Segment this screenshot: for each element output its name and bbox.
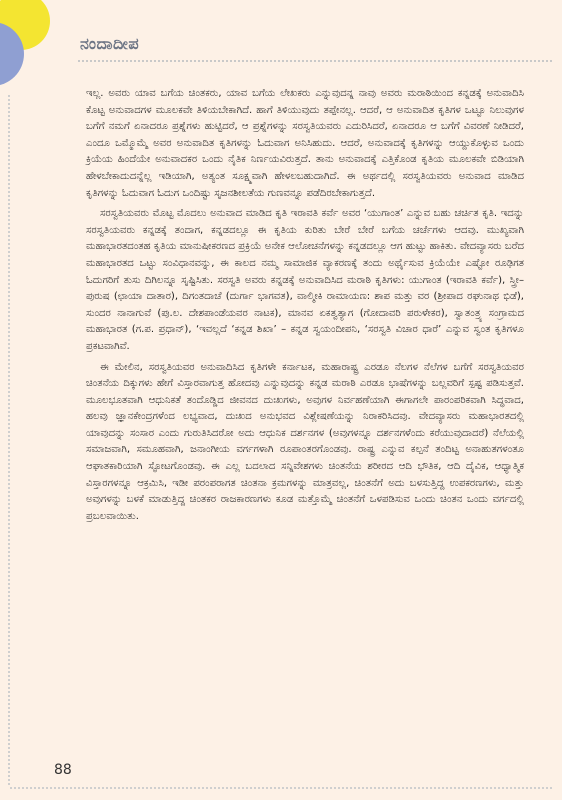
page-header-title: ನಂದಾದೀಪ (80, 34, 140, 53)
bottom-dotted-border (10, 787, 552, 789)
body-paragraph: ಇಲ್ಲ. ಅವರು ಯಾವ ಬಗೆಯ ಚಿಂತಕರು, ಯಾವ ಬಗೆಯ ಲೇಖಕರು ಎನ್ನುವುದನ್ನ ನಾವು ಅವರು ಮರಾಠಿಯಿಂದ ಕನ್ನಡಕ್ಕೆ ಅನುವಾದಿಸಿ ಕೊಟ್ಟ ಅನುವಾದಗಳ ಮೂಲಕವೇ ತಿಳಿಯಬೇಕಾಗಿದೆ. ಹಾಗೆ ತಿಳಿಯುವುದು ತಪ್ಪೇನಲ್ಲ. ಆದರೆ, ಆ ಅನುವಾದಿತ ಕೃತಿಗಳ ಒಟ್ಟೂ ನಿಲುವುಗಳ ಬಗೆಗೆ ನಮಗೆ ಏನಾದರೂ ಪ್ರಶ್ನೆಗಳು ಹುಟ್ಟಿದರೆ, ಆ ಪ್ರಶ್ನೆಗಳನ್ನು ಸರಸ್ವತಿಯವರು ಎದುರಿಸಿದರೆ, ಏನಾದರೂ ಆ ಬಗೆಗೆ ವಿವರಣೆ ನೀಡಿದರೆ, ಎಂದೂ ಒಮ್ಮೊಮ್ಮೆ ಅವರ ಅನುವಾದಿತ ಕೃತಿಗಳನ್ನು ಓದುವಾಗ ಅನಿಸಿಹುದು. ಆದರೆ, ಅನುವಾದಕ್ಕೆ ಕೃತಿಗಳನ್ನು ಆಯ್ದುಕೊಳ್ಳುವ ಒಂದು ಕ್ರಿಯೆಯ ಹಿಂದೆಯೇ ಅನುವಾದಕರ ಒಂದು ನೈತಿಕ ನಿರ್ಣಯವಿರುತ್ತದೆ. ತಾನು ಅನುವಾದಕ್ಕೆ ಎತ್ತಿಕೊಂಡ ಕೃತಿಯ ಮೂಲಕವೇ ಬಿಡಿಯಾಗಿ ಹೇಳಬೇಕಾದುದನ್ನೆಲ್ಲ ಇಡಿಯಾಗಿ, ಅತ್ಯಂತ ಸೂಕ್ಷ್ಮವಾಗಿ ಹೇಳಲಬಹುದಾಗಿದೆ. ಈ ಅರ್ಥದಲ್ಲಿ ಸರಸ್ವತಿಯವರು ಅನುವಾದ ಮಾಡಿದ ಕೃತಿಗಳನ್ನು ಓದುವಾಗ ಓದುಗ ಒಂದಿಷ್ಟು ಸೃಜನಶೀಲತೆಯ ಗುಣವನ್ನೂ ಪಡೆದಿರಬೇಕಾಗುತ್ತದೆ. (86, 88, 524, 199)
body-paragraph: ಈ ಮೇಲಿನ, ಸರಸ್ವತಿಯವರ ಅನುವಾದಿಸಿದ ಕೃತಿಗಳೇ ಕರ್ನಾಟಕ, ಮಹಾರಾಷ್ಟ್ರ ಎರಡೂ ನೆಲಗಳ ನೆಲೆಗಳ ಬಗೆಗೆ ಸರಸ್ವತಿಯವರ ಚಿಂತನೆಯ ದಿಕ್ಕುಗಳು ಹೇಗೆ ವಿಸ್ತಾರವಾಗುತ್ತ ಹೋದವು ಎನ್ನುವುದನ್ನು ಕನ್ನಡ ಮರಾಠಿ ಎರಡೂ ಭಾಷೆಗಳನ್ನು ಬಲ್ಲವರಿಗೆ ಸ್ಪಷ್ಟ ಪಡಿಸುತ್ತವೆ. ಮೂಲಭೂತವಾಗಿ ಆಧುನಿಕತೆ ತಂದೊಡ್ಡಿದ ಜೀವನದ ದುಃಖಗಳು, ಅವುಗಳ ನಿರ್ವಹಣೆಯಾಗಿ ಈಗಾಗಲೇ ಪಾರಂಪರಿಕವಾಗಿ ಸಿದ್ಧವಾದ, ಹಲವು ಜ್ಞಾನಕೇಂದ್ರಗಳೆಂದ ಲಭ್ಯವಾದ, ದುಃಖದ ಅನುಭವದ ವಿಶ್ಲೇಷಣೆಯನ್ನು ನಿರಾಕರಿಸಿದವು. ವೇದವ್ಯಾಸರು ಮಹಾಭಾರತದಲ್ಲಿ ಯಾವುದನ್ನು ಸಂಸಾರ ಎಂದು ಗುರುತಿಸಿದರೋ ಅದು ಆಧುನಿಕ ದರ್ಶನಗಳ (ಅವುಗಳನ್ನೂ ದರ್ಶನಗಳೆಂದು ಕರೆಯುವುದಾದರೆ) ನೆಲೆಯಲ್ಲಿ ಸಮಾಜವಾಗಿ, ಸಮೂಹವಾಗಿ, ಜನಾಂಗೀಯ ವರ್ಗಗಳಾಗಿ ರೂಪಾಂತರಗೊಂಡವು. ರಾಷ್ಟ್ರ ಎನ್ನುವ ಕಲ್ಪನೆ ತಂದಿಟ್ಟ ಅನಾಹುತಗಳಂತೂ ಆಘಾತಕಾರಿಯಾಗಿ ಸ್ಫೋಟಗೊಂಡವು. ಈ ಎಲ್ಲ ಬದಲಾದ ಸನ್ನಿವೇಶಗಳು ಚಿಂತನೆಯ ಶರೀರದ ಆದಿ ಭೌತಿಕ, ಆದಿ ದೈವಿಕ, ಆಧ್ಯಾತ್ಮಿಕ ವಿಸ್ತಾರಗಳನ್ನೂ ಆಕ್ರಮಿಸಿ, ಇಡೀ ಪರಂಪರಾಗತ ಚಿಂತನಾ ಕ್ರಮಗಳನ್ನು ಮಾತ್ರವಲ್ಲ, ಚಿಂತನೆಗೆ ಅದು ಬಳಸುತ್ತಿದ್ದ ಉಪಕರಣಗಳು, ಮತ್ತು ಅವುಗಳನ್ನು ಬಳಕೆ ಮಾಡುತ್ತಿದ್ದ ಚಿಂತಕರ ರಾಜಕಾರಣಗಳು ಕೂಡ ಮತ್ತೊಮ್ಮೆ ಚಿಂತನೆಗೆ ಒಳಪಡಿಸುವ ಒಂದು ಚಿಂತನ ಒಂದು ವರ್ಗದಲ್ಲಿ ಪ್ರಬಲವಾಯಿತು. (86, 361, 524, 522)
header-dotted-divider (78, 60, 552, 62)
left-dotted-border (8, 95, 10, 785)
article-body (86, 86, 524, 529)
page-number: 88 (54, 762, 72, 778)
body-paragraph: ಸರಸ್ವತಿಯವರು ಮೊಟ್ಟ ಮೊದಲು ಅನುವಾದ ಮಾಡಿದ ಕೃತಿ ಇರಾವತಿ ಕರ್ವೆ ಅವರ ‘ಯುಗಾಂತ’ ಎನ್ನುವ ಬಹು ಚರ್ಚಿತ ಕೃತಿ. ಇದನ್ನು ಸರಸ್ವತಿಯವರು ಕನ್ನಡಕ್ಕೆ ತಂದಾಗ, ಕನ್ನಡದಲ್ಲೂ ಈ ಕೃತಿಯ ಕುರಿತು ಬೇರೆ ಬೇರೆ ಬಗೆಯ ಚರ್ಚೆಗಳು ಆದವು. ಮುಖ್ಯವಾಗಿ ಮಹಾಭಾರತದಂತಹ ಕೃತಿಯ ಮಾನುಷೀಕರಣದ ಪ್ರಕ್ರಿಯೆ ಅನೇಕ ಆಲೋಚನೆಗಳನ್ನು ಕನ್ನಡದಲ್ಲೂ ಆಗ ಹುಟ್ಟು ಹಾಕಿತು. ವೇದವ್ಯಾಸರು ಬರೆದ ಮಹಾಭಾರತದ ಒಟ್ಟು ಸಂವಿಧಾನವನ್ನು, ಈ ಕಾಲದ ನಮ್ಮ ಸಾಮಾಜಿಕ ವ್ಯಾಕರಣಕ್ಕೆ ತಂದು ಅರ್ಥೈಸುವ ಕ್ರಿಯೆಯೇ ಎಷ್ಟೋ ರೂಢಿಗತ ಓದುಗರಿಗೆ ತುಸು ದಿಗಿಲನ್ನೂ ಸೃಷ್ಟಿಸಿತು. ಸರಸ್ವತಿ ಅವರು ಕನ್ನಡಕ್ಕೆ ಅನುವಾದಿಸಿದ ಮರಾಠಿ ಕೃತಿಗಳು: ಯುಗಾಂತ (ಇರಾವತಿ ಕರ್ವೆ), ಸ್ತ್ರೀ–ಪುರುಷ (ಛಾಯಾ ದಾತಾರ), ದಿಗಂತದಾಚೆ (ದುರ್ಗಾ ಭಾಗವತ), ವಾಲ್ಮೀಕಿ ರಾಮಾಯಣ: ಶಾಪ ಮತ್ತು ವರ (ಶ್ರೀಪಾದ ರಘುನಾಥ ಭಿಡೆ), ಸುಂದರ ನಾನಾಗುವೆ (ಪು.ಲ. ದೇಶಪಾಂಡೆಯವರ ನಾಟಕ), ಮಾನವ ಏಕತ್ವತ್ಯಾಗ (ಗೋದಾವರಿ ಪರುಳೇಕರ), ಸ್ವಾತಂತ್ರ್ಯ ಸಂಗ್ರಾಮದ ಮಹಾಭಾರತ (ಗ.ಪ. ಪ್ರಧಾನ್), ‘ಇವಲ್ಲದೆ ‘ಕನ್ನಡ ಶಿಖಾ’ – ಕನ್ನಡ ಸ್ವಯಂದೀಪನಿ, ‘ಸರಸ್ವತಿ ವಿಚಾರ ಧಾರೆ’ ಎನ್ನುವ ಸ್ವಂತ ಕೃತಿಗಳೂ ಪ್ರಕಟವಾಗಿವೆ. (86, 208, 524, 352)
